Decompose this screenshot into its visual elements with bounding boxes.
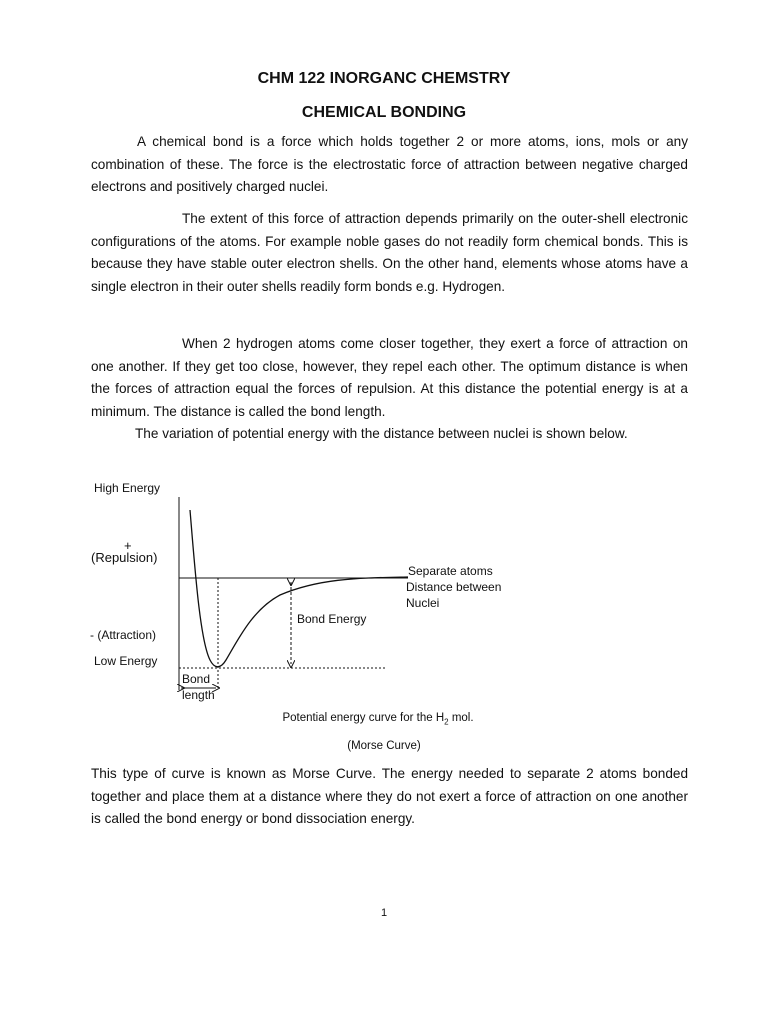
paragraph-definition: A chemical bond is a force which holds together 2 or more atoms, ions, mols or any combination of these. The force is the electrostatic force of attraction between negative charged electrons and positively charged nuclei. (91, 134, 688, 195)
label-plus: + (124, 538, 132, 553)
paragraph-outer-shell: The extent of this force of attraction depends primarily on the outer-shell electronic configurations of the atoms. For example noble gases do not readily form chemical bonds. This is because they have stable outer electron shells. On the other hand, elements whose atoms have a single electron in their outer shells readily form bonds e.g. Hydrogen. (91, 211, 688, 294)
label-bond-energy: Bond Energy (297, 612, 367, 626)
morse-curve-diagram (0, 470, 768, 710)
label-low-energy: Low Energy (94, 654, 158, 668)
label-distance-between: Distance between (406, 580, 502, 594)
label-length: length (182, 688, 215, 702)
paragraph-variation: The variation of potential energy with the distance between nuclei is shown below. (135, 426, 628, 441)
label-nuclei: Nuclei (406, 596, 440, 610)
paragraph-morse: This type of curve is known as Morse Curve. The energy needed to separate 2 atoms bonded together and place them at a distance where they do not exert a force of attraction on one another is called the bond energy or bond dissociation energy. (91, 766, 688, 827)
paragraph-hydrogen: When 2 hydrogen atoms come closer together, they exert a force of attraction on one another. If they get too close, however, they repel each other. The optimum distance is when the forces of attraction equal the forces of repulsion. At this distance the potential energy is at a minimum. The distance is called the bond length. (91, 336, 688, 419)
document-title: CHM 122 INORGANC CHEMSTRY (257, 70, 511, 87)
label-repulsion: (Repulsion) (91, 550, 158, 565)
morse-curve (190, 510, 408, 667)
label-bond: Bond (182, 672, 211, 686)
label-separate-atoms: Separate atoms (408, 564, 493, 578)
page-number: 1 (380, 907, 388, 919)
figure-caption-morse: (Morse Curve) (347, 740, 421, 752)
label-attraction: - (Attraction) (90, 628, 157, 642)
figure-caption: Potential energy curve for the $H_2$ mol. (282, 712, 474, 727)
label-high-energy: High Energy (94, 481, 161, 495)
section-heading: CHEMICAL BONDING (301, 104, 467, 121)
